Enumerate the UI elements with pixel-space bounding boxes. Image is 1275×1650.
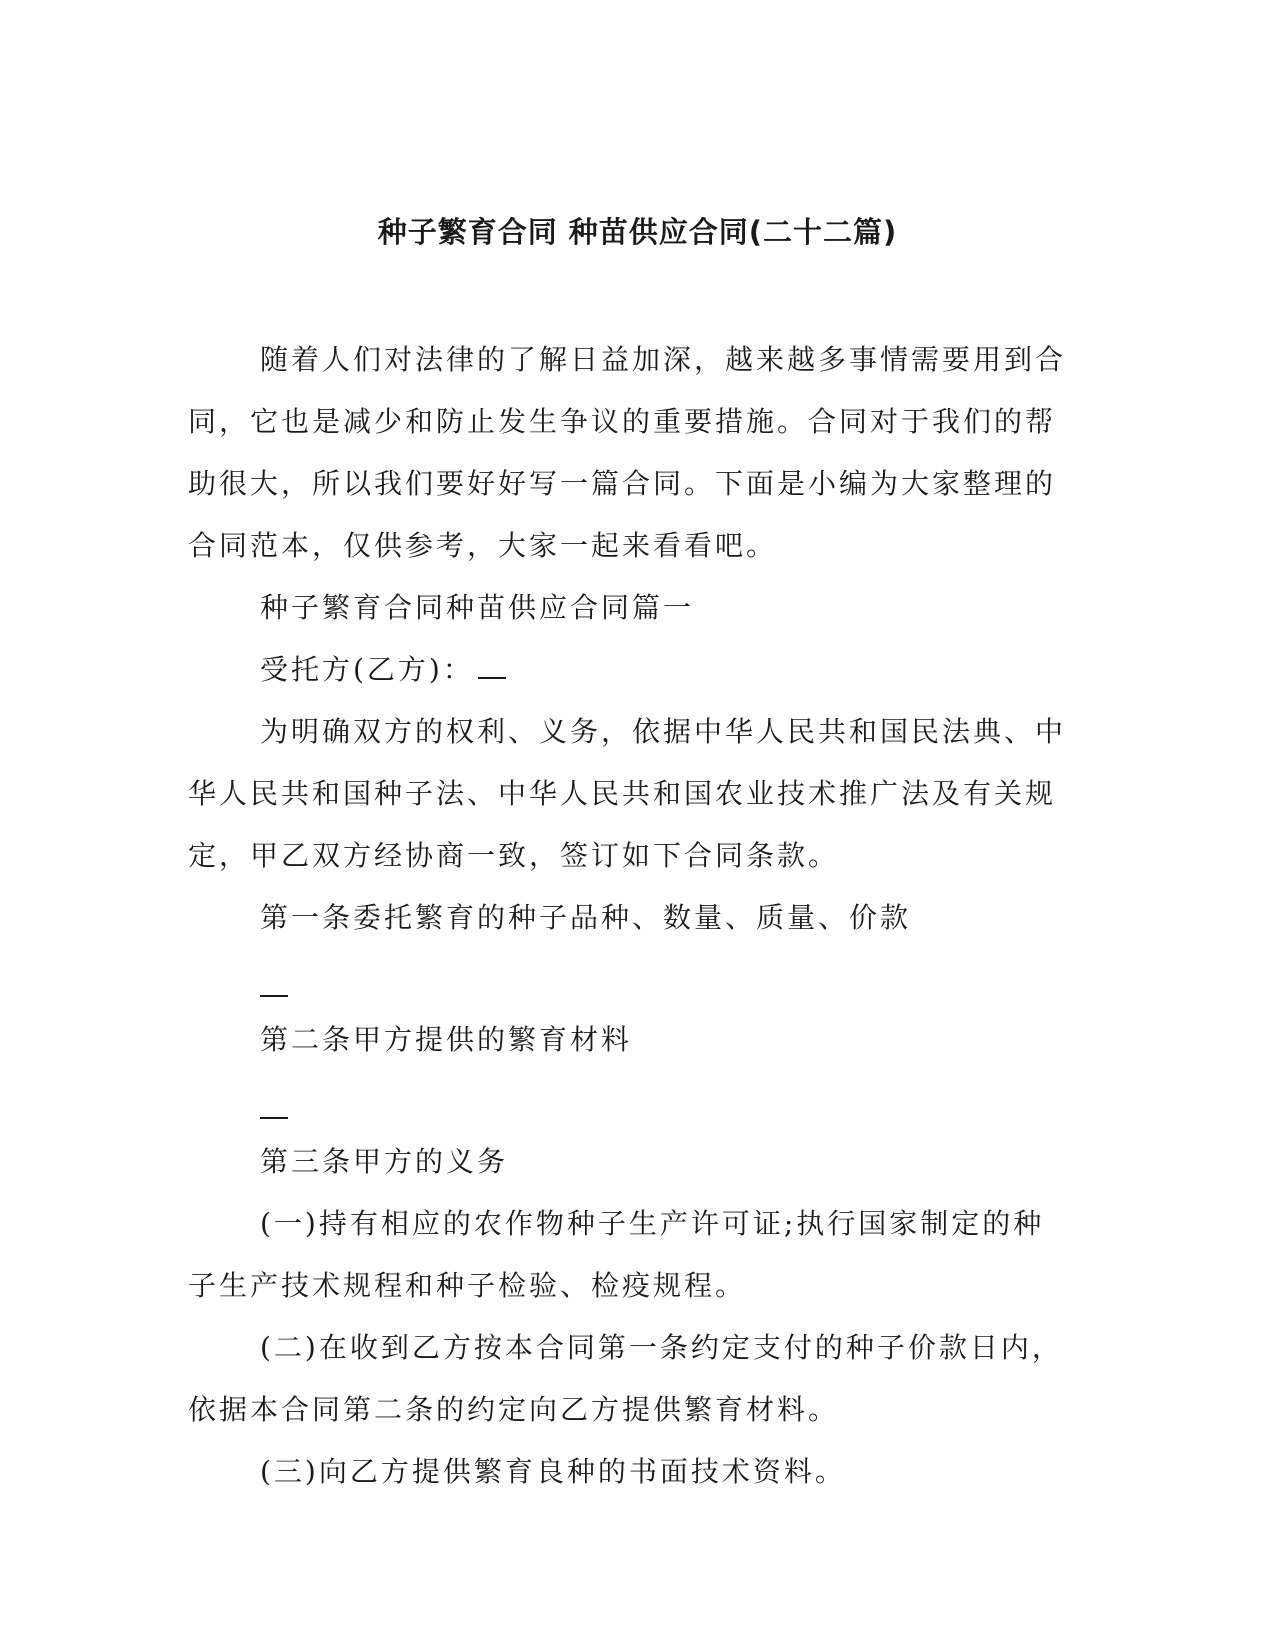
party-b-line — [188, 639, 1068, 701]
article-3-heading: 第三条甲方的义务 — [260, 1145, 509, 1178]
article-1-blank — [188, 949, 1068, 1009]
item-1-paragraph: (一)持有相应的农作物种子生产许可证;执行国家制定的种子生产技术规程和种子检验、检疫规程。 — [188, 1207, 1045, 1302]
party-b-blank — [478, 655, 506, 679]
article-1-heading: 第一条委托繁育的种子品种、数量、质量、价款 — [260, 901, 912, 934]
blank-rule — [260, 995, 288, 997]
blank-rule — [260, 1117, 288, 1119]
item-2-paragraph: (二)在收到乙方按本合同第一条约定支付的种子价款日内，依据本合同第二条的约定向乙方提供繁育材料。 — [188, 1331, 1063, 1426]
article-2-blank — [188, 1071, 1068, 1131]
article-2-heading: 第二条甲方提供的繁育材料 — [260, 1023, 633, 1056]
purpose-paragraph: 为明确双方的权利、义务，依据中华人民共和国民法典、中华人民共和国种子法、中华人民共和国农业技术推广法及有关规定，甲乙双方经协商一致，签订如下合同条款。 — [188, 715, 1067, 872]
section-heading: 种子繁育合同种苗供应合同篇一 — [260, 591, 695, 624]
document-title: 种子繁育合同 种苗供应合同(二十二篇) — [377, 215, 898, 249]
intro-paragraph: 随着人们对法律的了解日益加深，越来越多事情需要用到合同，它也是减少和防止发生争议的重要措施。合同对于我们的帮助很大，所以我们要好好写一篇合同。下面是小编为大家整理的合同范本，仅供参考，大家一起来看看吧。 — [188, 343, 1067, 562]
party-b-label: 受托方(乙方)： — [260, 653, 474, 686]
document-body — [188, 329, 1068, 1503]
item-3-paragraph: (三)向乙方提供繁育良种的书面技术资料。 — [260, 1455, 846, 1488]
